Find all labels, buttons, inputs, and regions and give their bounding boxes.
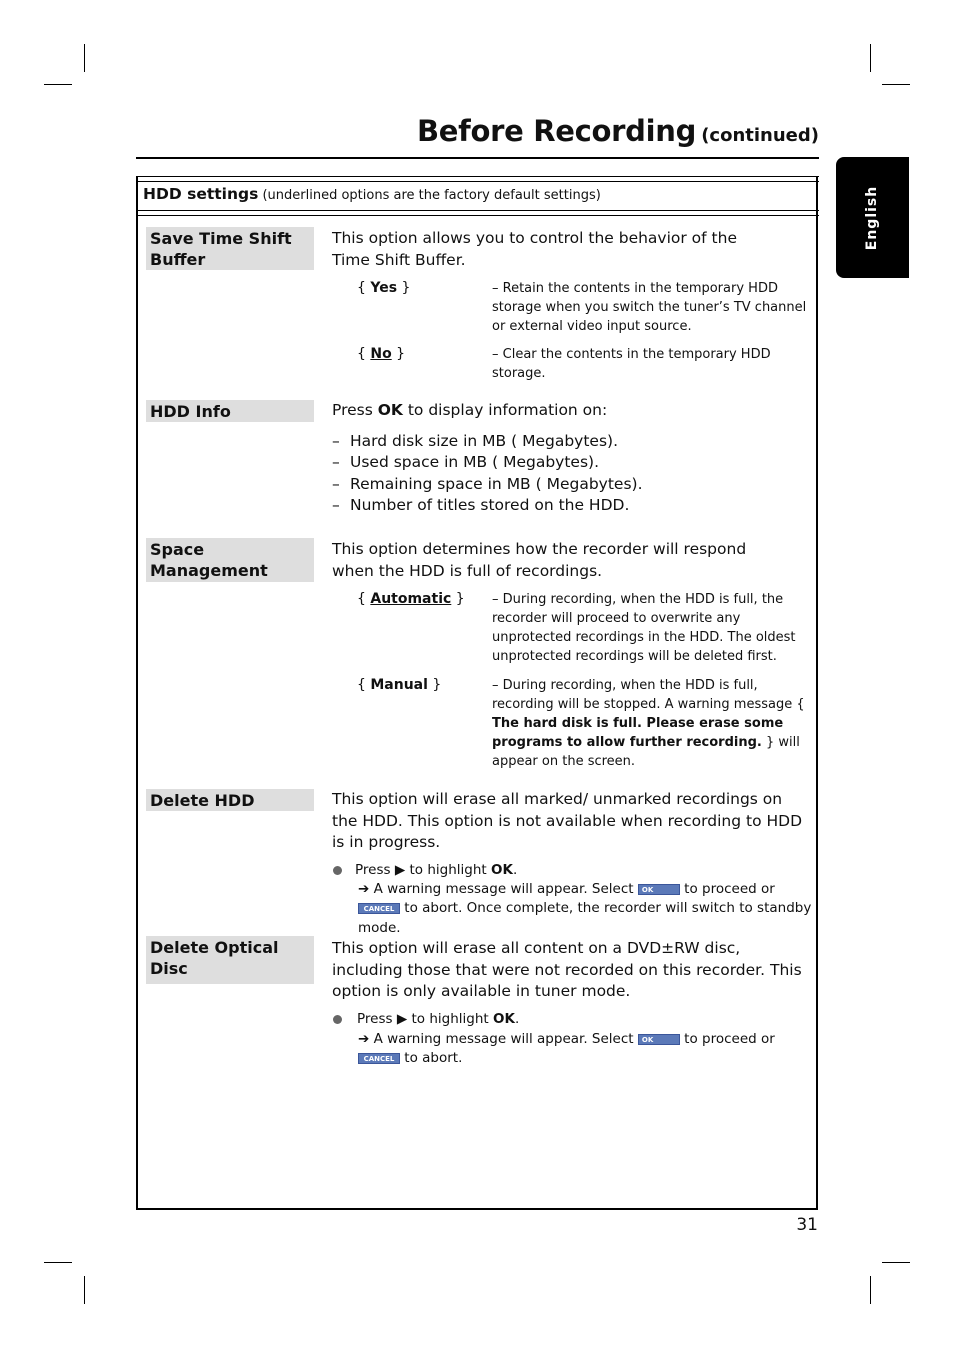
delete-optical-warning: ➔ A warning message will appear. Select OK to proceed or CANCEL to abort.	[358, 1031, 775, 1067]
crop-mark	[84, 44, 85, 72]
list-item: – Number of titles stored on the HDD.	[332, 495, 630, 514]
space-management-description: This option determines how the recorder will respond when the HDD is full of recordings.	[332, 540, 747, 580]
delete-optical-step: Press ▶ to highlight OK.	[357, 1011, 520, 1027]
option-manual: { Manual }	[357, 677, 442, 693]
option-automatic-description: – During recording, when the HDD is full, the recorder will proceed to overwrite any unprotected recordings in the HDD. The oldest unprotected recordings will be deleted first.	[492, 592, 796, 664]
bullet-icon	[333, 1015, 342, 1024]
section-header: HDD settings (underlined options are the factory default settings)	[143, 185, 601, 203]
arrow-right-icon: ➔	[358, 1031, 370, 1047]
header-rule-bottom	[136, 215, 819, 216]
option-manual-description: – During recording, when the HDD is full, recording will be stopped. A warning message { The hard disk is full. Please erase some programs to allow further recording. } will appear on the screen.	[492, 678, 805, 769]
language-tab: English	[836, 157, 909, 278]
delete-hdd-label: Delete HDD	[146, 789, 314, 811]
option-automatic: { Automatic }	[357, 591, 465, 607]
delete-hdd-warning: ➔ A warning message will appear. Select OK to proceed or CANCEL to abort. Once complete, the recorder will switch to standby mode.	[358, 881, 812, 936]
list-item: – Hard disk size in MB ( Megabytes).	[332, 432, 619, 450]
bullet-icon	[333, 866, 342, 875]
delete-optical-label: Delete Optical Disc	[146, 936, 314, 984]
title-rule	[136, 157, 819, 159]
hdd-info-intro: Press OK to display information on:	[332, 401, 608, 419]
crop-mark	[870, 44, 871, 72]
header-rule	[136, 181, 819, 182]
crop-mark	[84, 1276, 85, 1304]
arrow-right-icon: ➔	[358, 881, 370, 897]
cancel-button-icon: CANCEL	[358, 903, 400, 914]
ok-button-icon: OK	[638, 884, 680, 895]
save-time-shift-description: This option allows you to control the behavior of the Time Shift Buffer.	[332, 229, 737, 269]
page-title: Before Recording (continued)	[416, 114, 819, 148]
crop-mark	[882, 84, 910, 85]
play-arrow-icon: ▶	[394, 862, 406, 878]
space-management-label: Space Management	[146, 538, 314, 582]
hdd-info-label: HDD Info	[146, 400, 314, 422]
crop-mark	[44, 84, 72, 85]
crop-mark	[882, 1262, 910, 1263]
list-item: – Remaining space in MB ( Megabytes).	[332, 474, 643, 493]
option-no-description: – Clear the contents in the temporary HDD storage.	[492, 347, 771, 381]
option-no: { No }	[357, 346, 406, 362]
hdd-info-list	[332, 431, 643, 516]
delete-optical-description: This option will erase all content on a DVD±RW disc, including those that were not recorded on this recorder. This option is only available in tuner mode.	[332, 939, 802, 1000]
page-number: 31	[796, 1215, 818, 1235]
list-item: – Used space in MB ( Megabytes).	[332, 453, 600, 472]
header-rule	[136, 210, 819, 211]
delete-hdd-step: Press ▶ to highlight OK.	[355, 862, 518, 878]
crop-mark	[870, 1276, 871, 1304]
cancel-button-icon: CANCEL	[358, 1053, 400, 1064]
option-yes: { Yes }	[357, 280, 411, 296]
option-yes-description: – Retain the contents in the temporary HDD storage when you switch the tuner’s TV channel or external video input source.	[492, 281, 807, 334]
save-time-shift-label: Save Time Shift Buffer	[146, 227, 314, 270]
header-rule-top	[136, 176, 819, 177]
play-arrow-icon: ▶	[396, 1011, 408, 1027]
ok-button-icon: OK	[638, 1034, 680, 1045]
crop-mark	[44, 1262, 72, 1263]
delete-hdd-description: This option will erase all marked/ unmarked recordings on the HDD. This option is not available when recording to HDD is in progress.	[332, 790, 803, 851]
